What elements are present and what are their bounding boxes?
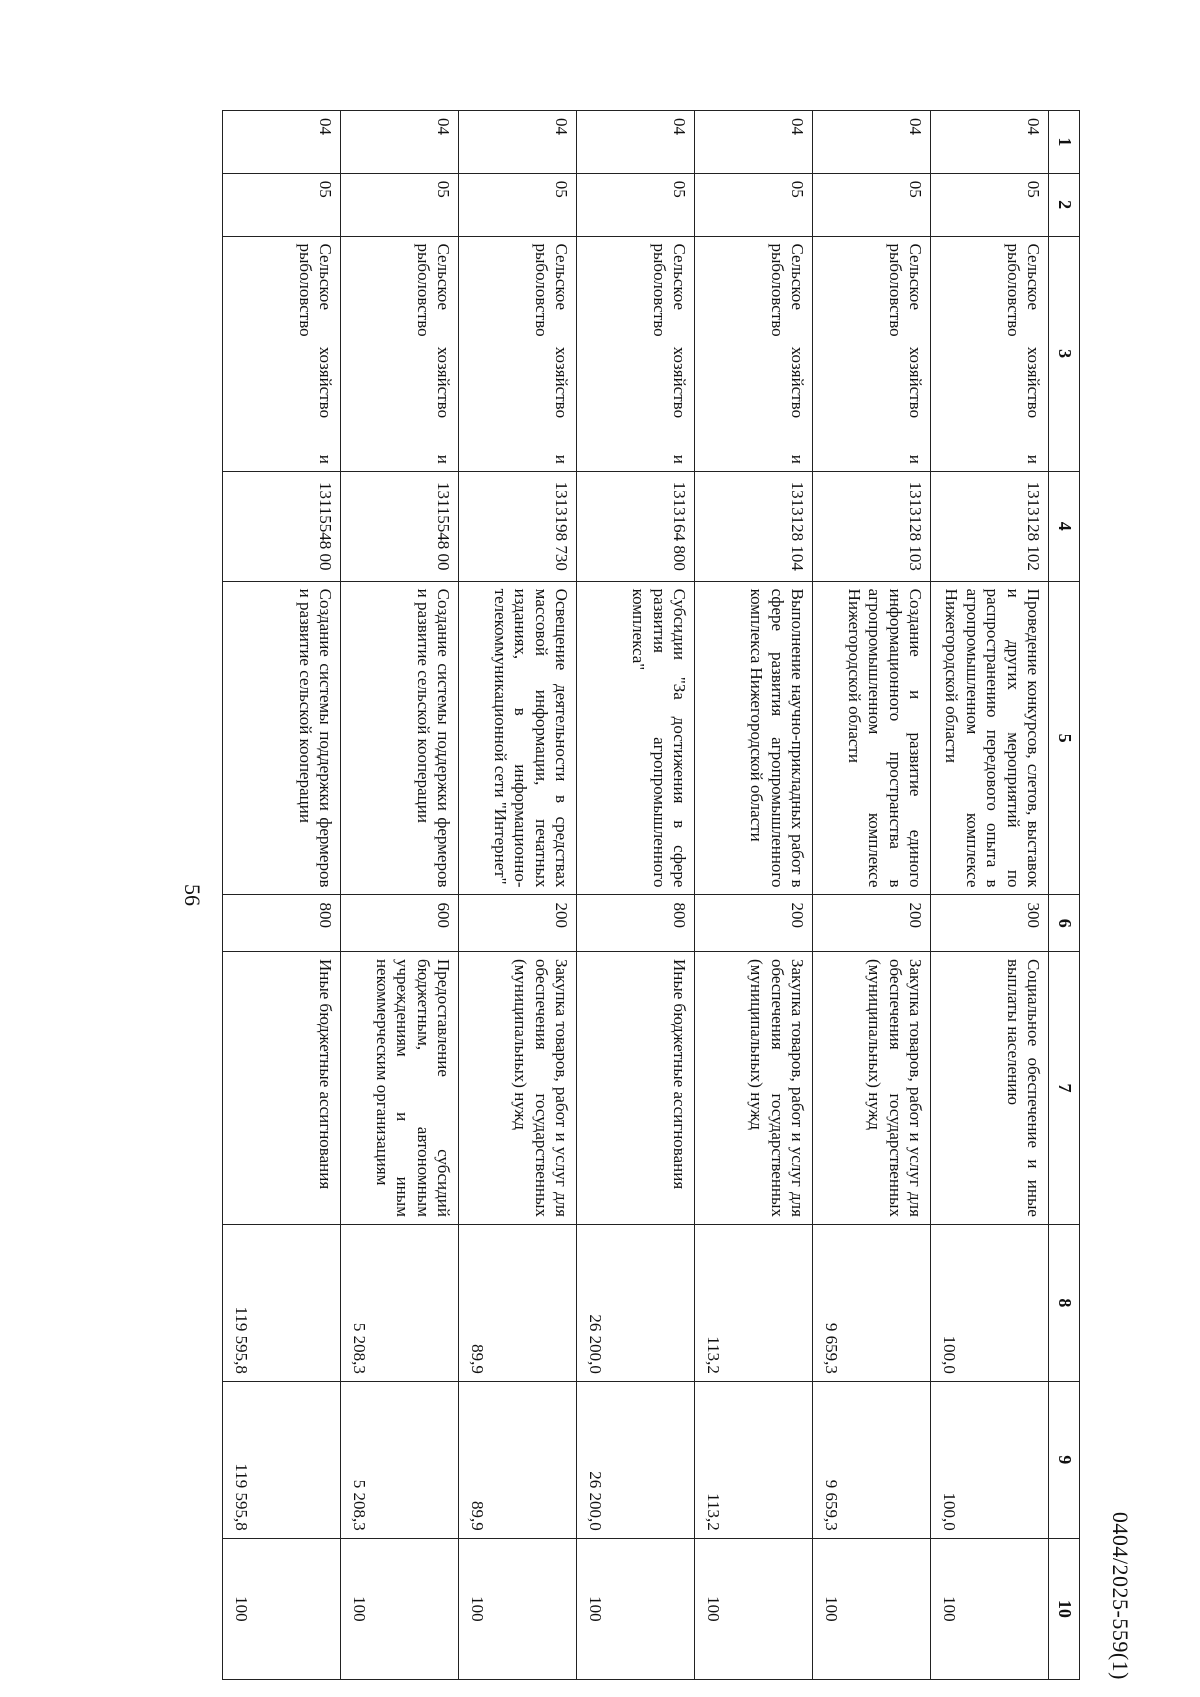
cell-section-name: Сельское хозяйство и рыболовство [341,236,459,471]
cell-target-article: 13115548 00 [341,471,459,581]
cell-section: 04 [695,111,813,174]
cell-expense-name: Предоставление субсидий бюджетным, автономным учреждениям и иным некоммерческим организациям [341,951,459,1224]
table-row [459,111,577,1680]
cell-expense-name: Иные бюджетные ассигнования [577,951,695,1224]
cell-expense-type: 200 [695,895,813,951]
table-row [813,111,931,1680]
cell-section: 04 [459,111,577,174]
column-header: 9 [1049,1381,1080,1538]
cell-expense-type: 800 [223,895,341,951]
cell-expense-name: Закупка товаров, работ и услуг для обеспечения государственных (муниципальных) нужд [813,951,931,1224]
column-header: 5 [1049,581,1080,895]
cell-planned-amount: 119 595,8 [223,1224,341,1381]
cell-article-name: Создание и развитие единого информационного пространства в агропромышленном комплексе Нижегородской области [813,581,931,895]
cell-article-name: Субсидии "За достижения в сфере развития агропромышленного комплекса" [577,581,695,895]
cell-subsection: 05 [695,173,813,236]
cell-article-name: Выполнение научно-прикладных работ в сфере развития агропромышленного комплекса Нижегородской области [695,581,813,895]
cell-subsection: 05 [223,173,341,236]
cell-article-name: Освещение деятельности в средствах массовой информации, печатных изданиях, в информационно-телекоммуникационной сети "Интернет" [459,581,577,895]
cell-section-name: Сельское хозяйство и рыболовство [459,236,577,471]
cell-actual-amount: 113,2 [695,1381,813,1538]
cell-target-article: 1313128 103 [813,471,931,581]
cell-percent: 100 [813,1538,931,1679]
document-code: 0404/2025-559(1) [1108,1511,1133,1680]
cell-actual-amount: 26 200,0 [577,1381,695,1538]
cell-expense-name: Закупка товаров, работ и услуг для обеспечения государственных (муниципальных) нужд [695,951,813,1224]
cell-subsection: 05 [813,173,931,236]
column-header: 2 [1049,173,1080,236]
table-body [223,111,1049,1680]
cell-planned-amount: 9 659,3 [813,1224,931,1381]
cell-actual-amount: 119 595,8 [223,1381,341,1538]
cell-actual-amount: 5 208,3 [341,1381,459,1538]
cell-section: 04 [223,111,341,174]
cell-percent: 100 [223,1538,341,1679]
cell-article-name: Создание системы поддержки фермеров и развитие сельской кооперации [341,581,459,895]
cell-expense-type: 800 [577,895,695,951]
table-row [931,111,1049,1680]
cell-article-name: Создание системы поддержки фермеров и развитие сельской кооперации [223,581,341,895]
cell-section-name: Сельское хозяйство и рыболовство [931,236,1049,471]
column-header: 3 [1049,236,1080,471]
cell-section: 04 [577,111,695,174]
cell-planned-amount: 89,9 [459,1224,577,1381]
cell-percent: 100 [695,1538,813,1679]
cell-actual-amount: 9 659,3 [813,1381,931,1538]
cell-section-name: Сельское хозяйство и рыболовство [813,236,931,471]
column-header: 8 [1049,1224,1080,1381]
column-header: 7 [1049,951,1080,1224]
cell-planned-amount: 100,0 [931,1224,1049,1381]
cell-expense-type: 200 [459,895,577,951]
table-row [577,111,695,1680]
cell-target-article: 1313164 800 [577,471,695,581]
cell-expense-type: 300 [931,895,1049,951]
column-header: 10 [1049,1538,1080,1679]
cell-section: 04 [813,111,931,174]
rotated-page [105,110,1133,1680]
cell-planned-amount: 113,2 [695,1224,813,1381]
page-number: 56 [180,884,205,906]
cell-section: 04 [931,111,1049,174]
cell-percent: 100 [931,1538,1049,1679]
column-header: 6 [1049,895,1080,951]
column-header: 1 [1049,111,1080,174]
budget-table [222,110,1080,1680]
cell-subsection: 05 [577,173,695,236]
cell-section-name: Сельское хозяйство и рыболовство [695,236,813,471]
cell-percent: 100 [459,1538,577,1679]
cell-section-name: Сельское хозяйство и рыболовство [577,236,695,471]
cell-subsection: 05 [459,173,577,236]
table-header-row [1049,111,1080,1680]
table-row [695,111,813,1680]
cell-expense-type: 200 [813,895,931,951]
cell-target-article: 1313128 102 [931,471,1049,581]
cell-planned-amount: 26 200,0 [577,1224,695,1381]
cell-subsection: 05 [931,173,1049,236]
cell-target-article: 1313128 104 [695,471,813,581]
table-row [223,111,341,1680]
cell-expense-name: Социальное обеспечение и иные выплаты населению [931,951,1049,1224]
cell-percent: 100 [341,1538,459,1679]
cell-actual-amount: 100,0 [931,1381,1049,1538]
cell-expense-name: Иные бюджетные ассигнования [223,951,341,1224]
cell-article-name: Проведение конкурсов, слетов, выставок и других мероприятий по распространению передового опыта в агропромышленном комплексе Нижегородской области [931,581,1049,895]
cell-section-name: Сельское хозяйство и рыболовство [223,236,341,471]
table-row [341,111,459,1680]
cell-actual-amount: 89,9 [459,1381,577,1538]
column-header: 4 [1049,471,1080,581]
cell-target-article: 13115548 00 [223,471,341,581]
cell-expense-name: Закупка товаров, работ и услуг для обеспечения государственных (муниципальных) нужд [459,951,577,1224]
cell-percent: 100 [577,1538,695,1679]
cell-expense-type: 600 [341,895,459,951]
cell-section: 04 [341,111,459,174]
cell-planned-amount: 5 208,3 [341,1224,459,1381]
cell-subsection: 05 [341,173,459,236]
cell-target-article: 1313198 730 [459,471,577,581]
